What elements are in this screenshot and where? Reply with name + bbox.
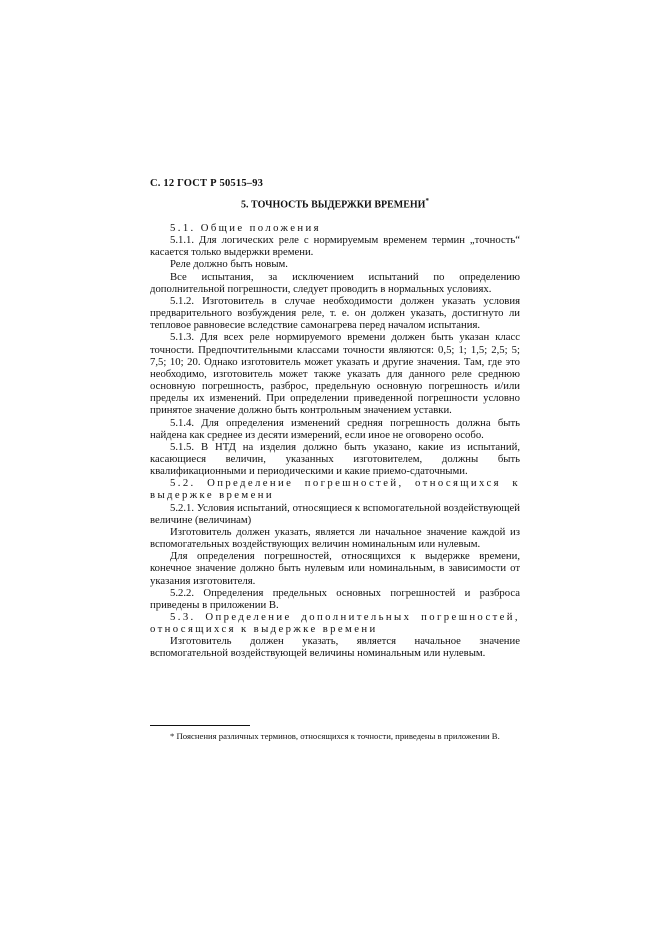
paragraph: Для определения погрешностей, относящихся к выдержке времени, конечное значение должно быть нулевым или номинальным, в зависимости от указания изготовителя. [150, 550, 520, 587]
subsection-heading: 5.3. Определение дополнительных погрешностей, относящихся к выдержке времени [150, 611, 520, 636]
section-title-text: 5. ТОЧНОСТЬ ВЫДЕРЖКИ ВРЕМЕНИ [241, 199, 426, 211]
paragraph: 5.2.2. Определения предельных основных погрешностей и разброса приведены в приложении В. [150, 586, 520, 611]
paragraph: Реле должно быть новым. [170, 258, 288, 271]
paragraph: Все испытания, за исключением испытаний по определению дополнительной погрешности, следует проводить в нормальных условиях. [150, 270, 520, 295]
paragraph: 5.1.1. Для логических реле с нормируемым временем термин „точность“ касается только выдержки времени. [150, 234, 520, 259]
paragraph: 5.1.5. В НТД на изделия должно быть указано, какие из испытаний, касающиеся величин, указанных изготовителем, должны быть квалификационными и периодическими и какие приемо-сдаточными. [150, 440, 520, 478]
subsection-heading: 5.2. Определение погрешностей, относящихся к выдержке времени [150, 477, 520, 502]
footnote-marker: * [425, 197, 429, 205]
body-text [150, 222, 520, 660]
page-header: С. 12 ГОСТ Р 50515–93 [150, 178, 264, 189]
paragraph: 5.1.3. Для всех реле нормируемого времени должен быть указан класс точности. Предпочтительными классами точности являются: 0,5; 1; 1,5; 2,5; 5; 7,5; 10; 20. Однако изготовитель может указать и другие значения. Там, где это необходимо, изготовитель может также указать для данного реле среднюю основную погрешность, разброс, предельную основную погрешность и/или пределы их изменений. При определении приведенной погрешности условно принятое значение должно быть контрольным значением уставки. [150, 331, 520, 417]
footnote-divider [150, 725, 250, 726]
paragraph: 5.1.2. Изготовитель в случае необходимости должен указать условия предварительного возбуждения реле, т. е. он должен указать, достигнуто ли тепловое равновесие вследствие самонагрева перед началом испытания. [150, 294, 520, 332]
section-title [150, 197, 520, 210]
paragraph: Изготовитель должен указать, является ли начальное значение каждой из вспомогательных воздействующих величин номинальным или нулевым. [150, 525, 520, 551]
footnote-text: * Пояснения различных терминов, относящихся к точности, приведены в приложении В. [170, 731, 500, 741]
paragraph: Изготовитель должен указать, является начальное значение вспомогательной воздействующей величины номинальным или нулевым. [150, 635, 520, 660]
footnote [150, 731, 520, 742]
subsection-heading: 5.1. Общие положения [170, 222, 321, 234]
paragraph: 5.2.1. Условия испытаний, относящиеся к вспомогательной воздействующей величине (величинам) [150, 501, 520, 526]
paragraph: 5.1.4. Для определения изменений средняя погрешность должна быть найдена как среднее из десяти измерений, если иное не оговорено особо. [150, 416, 520, 441]
